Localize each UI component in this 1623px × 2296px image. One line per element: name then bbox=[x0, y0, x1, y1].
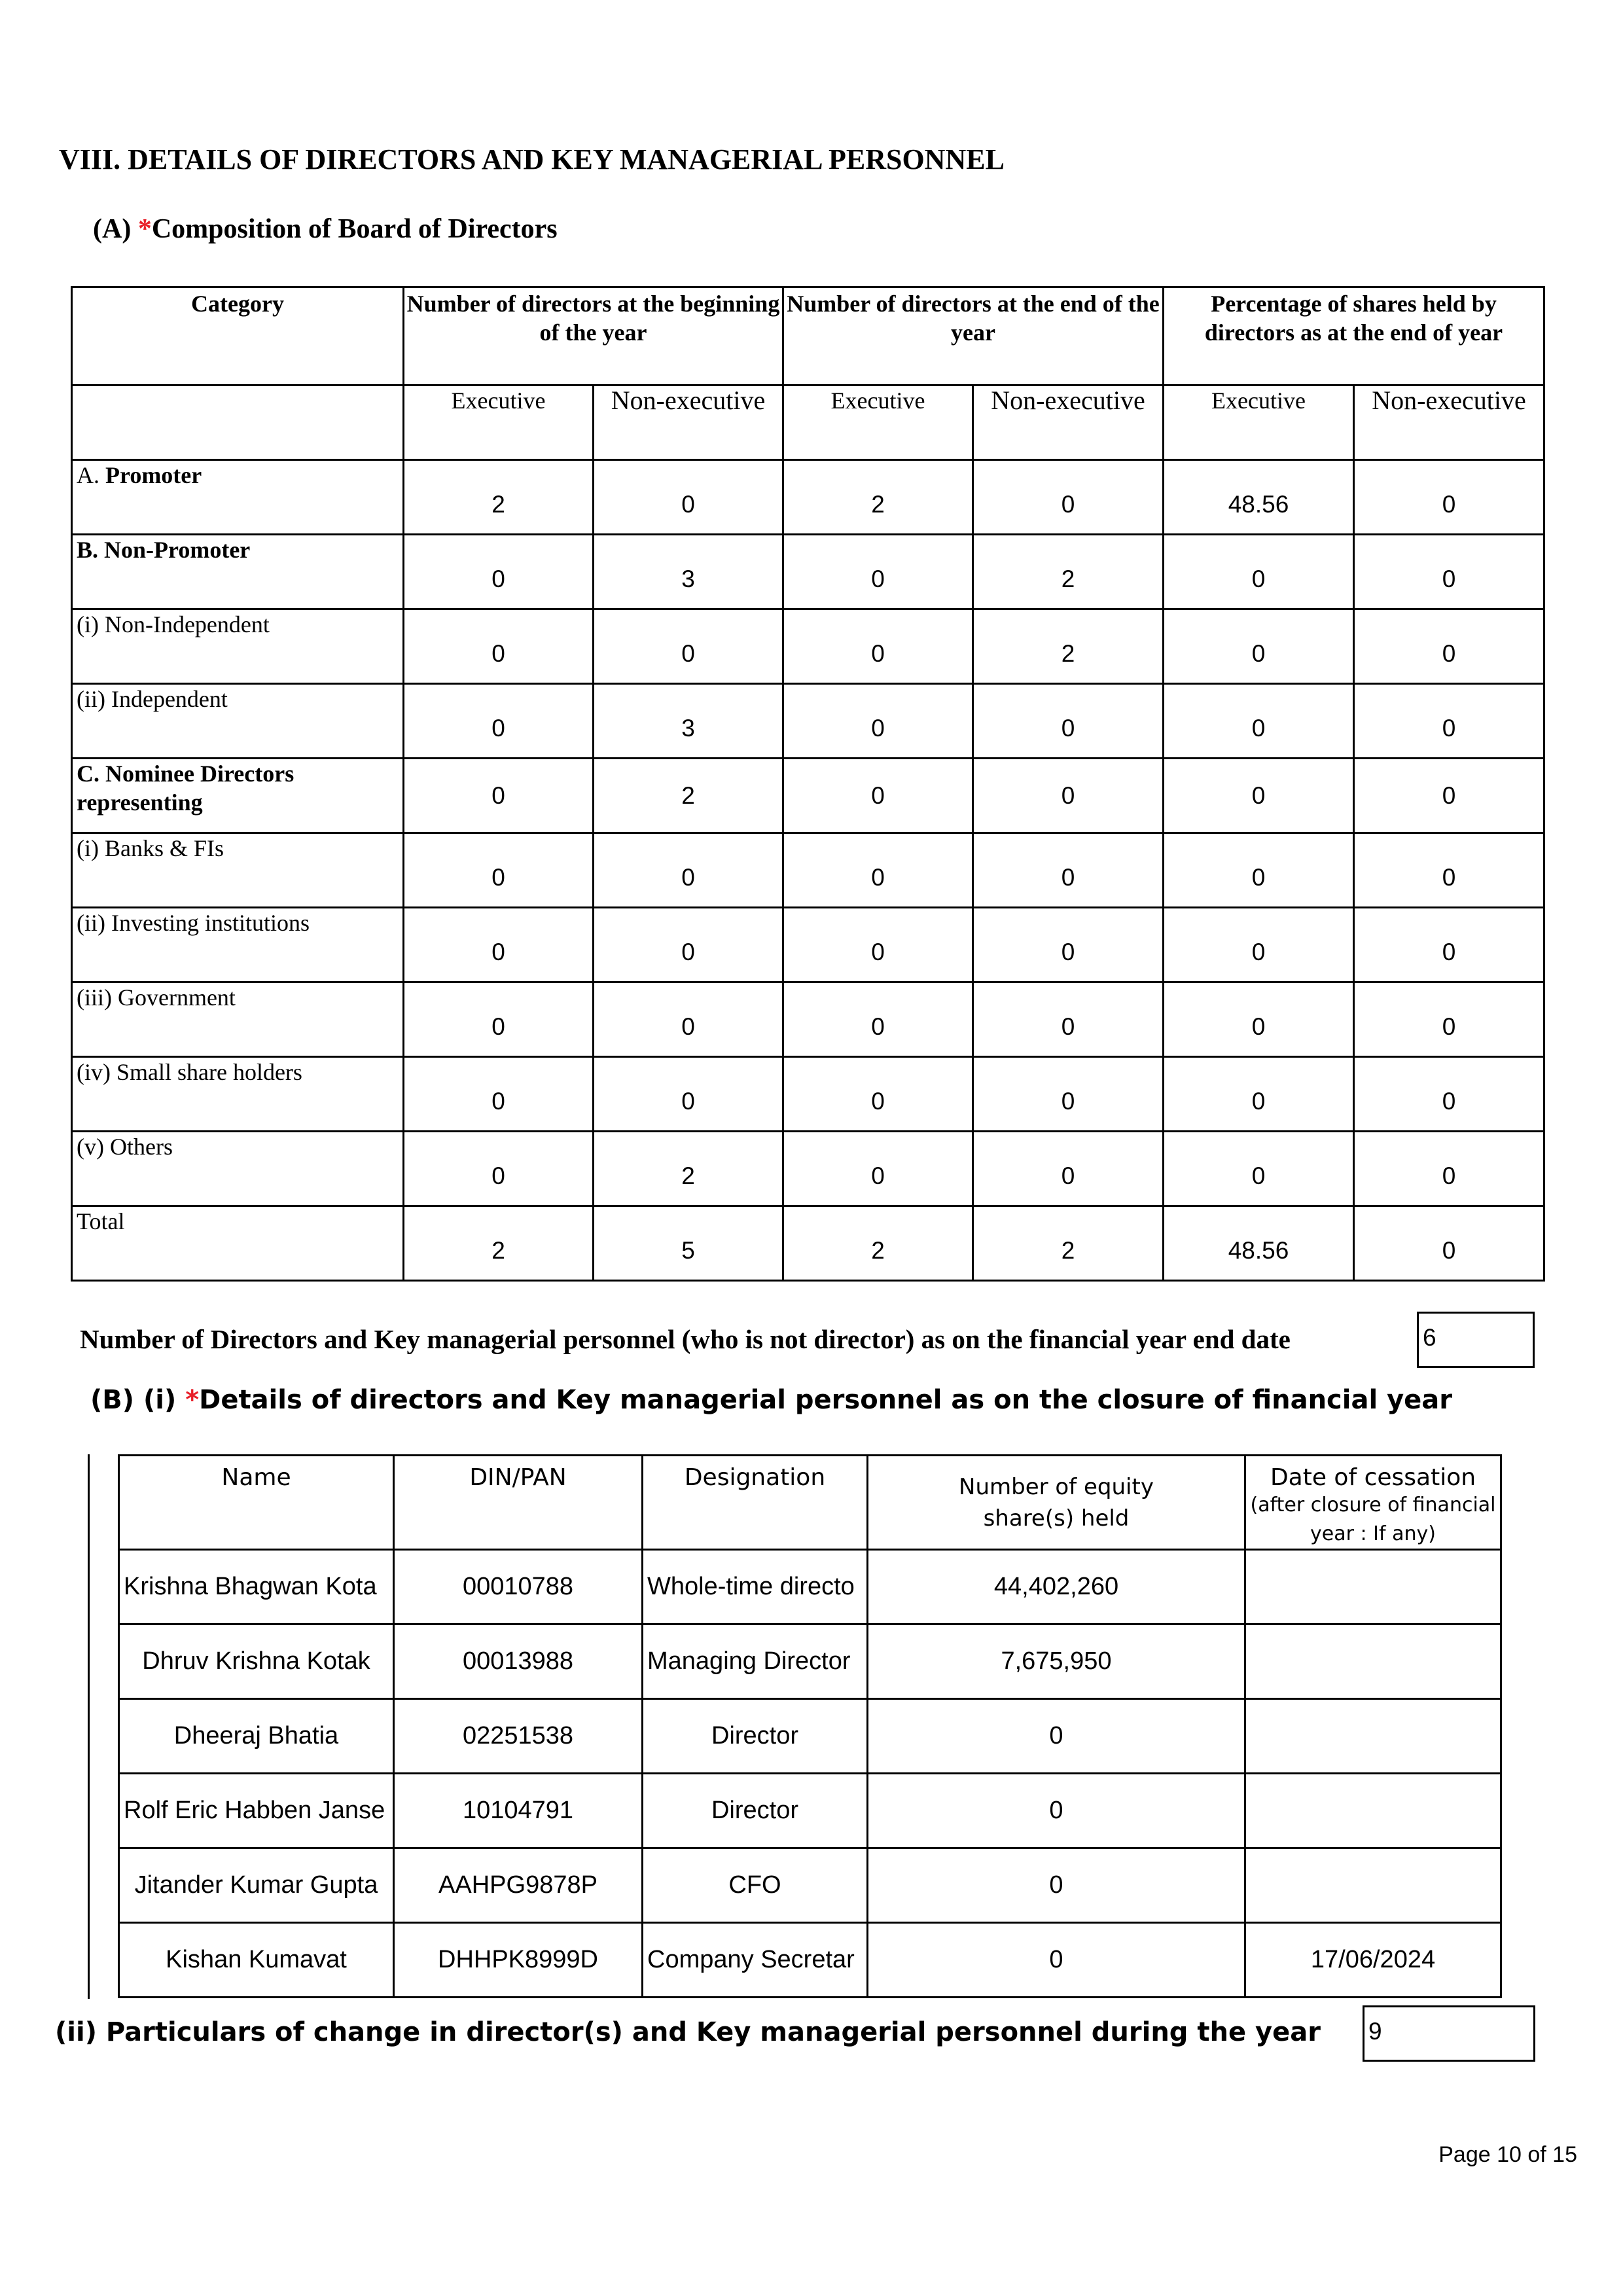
header-beginning: Number of directors at the beginning of the year bbox=[404, 287, 783, 386]
row-label: (ii) Independent bbox=[72, 684, 404, 759]
cell-value: 0 bbox=[1164, 535, 1354, 609]
cell-value: 48.56 bbox=[1164, 1206, 1354, 1281]
cell-value: 0 bbox=[783, 759, 973, 833]
table-row bbox=[72, 609, 1544, 684]
cell-value: 0 bbox=[783, 982, 973, 1057]
cell-value: 0 bbox=[783, 908, 973, 982]
cell-value: 0 bbox=[594, 609, 783, 684]
kmp-designation[interactable]: Company Secretar bbox=[643, 1923, 868, 1998]
subheader-non-executive: Non-executive bbox=[1354, 386, 1544, 460]
subheader-executive: Executive bbox=[783, 386, 973, 460]
header-cessation-title: Date of cessation bbox=[1270, 1464, 1476, 1491]
subheader-empty bbox=[72, 386, 404, 460]
kmp-shares[interactable]: 0 bbox=[868, 1923, 1245, 1998]
header-end: Number of directors at the end of the year bbox=[783, 287, 1164, 386]
cell-value: 2 bbox=[973, 535, 1164, 609]
kmp-designation[interactable]: Director bbox=[643, 1699, 868, 1774]
cell-value: 0 bbox=[783, 1057, 973, 1132]
header-designation: Designation bbox=[643, 1456, 868, 1550]
table-row bbox=[72, 908, 1544, 982]
subheader-non-executive: Non-executive bbox=[594, 386, 783, 460]
header-equity-line2: share(s) held bbox=[983, 1505, 1130, 1532]
row-label: C. Nominee Directors representing bbox=[72, 759, 404, 833]
cell-value: 0 bbox=[594, 982, 783, 1057]
kmp-cessation[interactable] bbox=[1245, 1550, 1501, 1624]
header-equity-line1: Number of equity bbox=[959, 1473, 1154, 1500]
cell-value: 0 bbox=[404, 609, 594, 684]
kmp-shares[interactable]: 7,675,950 bbox=[868, 1624, 1245, 1699]
part-a-heading bbox=[93, 213, 558, 245]
directors-count-label: Number of Directors and Key managerial personnel (who is not director) as on the financial year end date bbox=[80, 1324, 1291, 1354]
row-label: (ii) Investing institutions bbox=[72, 908, 404, 982]
table-row bbox=[72, 684, 1544, 759]
kmp-cessation[interactable] bbox=[1245, 1848, 1501, 1923]
cell-value: 0 bbox=[1354, 684, 1544, 759]
cell-value: 2 bbox=[973, 609, 1164, 684]
kmp-shares[interactable]: 44,402,260 bbox=[868, 1550, 1245, 1624]
cell-value: 0 bbox=[404, 1132, 594, 1206]
header-cessation bbox=[1245, 1456, 1501, 1550]
cell-value: 0 bbox=[783, 609, 973, 684]
header-equity-shares bbox=[868, 1456, 1245, 1550]
cell-value: 2 bbox=[594, 1132, 783, 1206]
header-cessation-note1: (after closure of financial bbox=[1250, 1494, 1496, 1516]
cell-value: 0 bbox=[404, 908, 594, 982]
kmp-header-row bbox=[119, 1456, 1501, 1550]
row-label: (i) Non-Independent bbox=[72, 609, 404, 684]
cell-value: 0 bbox=[1164, 982, 1354, 1057]
cell-value: 3 bbox=[594, 684, 783, 759]
row-label-prefix: A. bbox=[77, 462, 105, 488]
kmp-table bbox=[118, 1454, 1502, 1998]
cell-value: 0 bbox=[594, 833, 783, 908]
cell-value: 2 bbox=[404, 460, 594, 535]
part-a-prefix: (A) bbox=[93, 214, 138, 244]
header-category: Category bbox=[72, 287, 404, 386]
cell-value: 0 bbox=[594, 908, 783, 982]
kmp-cessation[interactable] bbox=[1245, 1699, 1501, 1774]
kmp-name[interactable]: Rolf Eric Habben Janse bbox=[119, 1774, 394, 1848]
cell-value: 0 bbox=[404, 1057, 594, 1132]
table-row-total bbox=[72, 1206, 1544, 1281]
kmp-name[interactable]: Jitander Kumar Gupta bbox=[119, 1848, 394, 1923]
kmp-shares[interactable]: 0 bbox=[868, 1699, 1245, 1774]
kmp-din-pan[interactable]: AAHPG9878P bbox=[394, 1848, 643, 1923]
cell-value: 0 bbox=[973, 1132, 1164, 1206]
cell-value: 0 bbox=[1354, 759, 1544, 833]
table-row bbox=[72, 460, 1544, 535]
cell-value: 0 bbox=[1354, 1206, 1544, 1281]
kmp-cessation[interactable] bbox=[1245, 1624, 1501, 1699]
kmp-shares[interactable]: 0 bbox=[868, 1774, 1245, 1848]
cell-value: 0 bbox=[973, 684, 1164, 759]
table-row bbox=[72, 833, 1544, 908]
cell-value: 5 bbox=[594, 1206, 783, 1281]
cell-value: 0 bbox=[404, 759, 594, 833]
table-row bbox=[72, 982, 1544, 1057]
kmp-designation[interactable]: Managing Director bbox=[643, 1624, 868, 1699]
directors-count-field[interactable]: 6 bbox=[1417, 1312, 1535, 1368]
kmp-designation[interactable]: CFO bbox=[643, 1848, 868, 1923]
kmp-name[interactable]: Dheeraj Bhatia bbox=[119, 1699, 394, 1774]
cell-value: 0 bbox=[783, 833, 973, 908]
cell-value: 48.56 bbox=[1164, 460, 1354, 535]
cell-value: 0 bbox=[1164, 1057, 1354, 1132]
subheader-executive: Executive bbox=[1164, 386, 1354, 460]
kmp-row bbox=[119, 1923, 1501, 1998]
table-row bbox=[72, 759, 1544, 833]
cell-value: 0 bbox=[404, 833, 594, 908]
cell-value: 3 bbox=[594, 535, 783, 609]
kmp-row bbox=[119, 1848, 1501, 1923]
kmp-shares[interactable]: 0 bbox=[868, 1848, 1245, 1923]
cell-value: 0 bbox=[404, 535, 594, 609]
page-number: Page 10 of 15 bbox=[1438, 2142, 1577, 2167]
kmp-designation[interactable]: Whole-time directo bbox=[643, 1550, 868, 1624]
cell-value: 0 bbox=[783, 535, 973, 609]
kmp-row bbox=[119, 1774, 1501, 1848]
cell-value: 0 bbox=[973, 1057, 1164, 1132]
cell-value: 0 bbox=[1164, 684, 1354, 759]
table-row bbox=[72, 535, 1544, 609]
subheader-non-executive: Non-executive bbox=[973, 386, 1164, 460]
kmp-din-pan[interactable]: 10104791 bbox=[394, 1774, 643, 1848]
kmp-name[interactable]: Dhruv Krishna Kotak bbox=[119, 1624, 394, 1699]
required-asterisk: * bbox=[137, 214, 152, 244]
header-percentage: Percentage of shares held by directors as at the end of year bbox=[1164, 287, 1544, 386]
cell-value: 0 bbox=[783, 1132, 973, 1206]
kmp-row bbox=[119, 1550, 1501, 1624]
part-b-heading bbox=[90, 1385, 1452, 1415]
kmp-din-pan[interactable]: 02251538 bbox=[394, 1699, 643, 1774]
row-label: (v) Others bbox=[72, 1132, 404, 1206]
cell-value: 0 bbox=[1354, 609, 1544, 684]
kmp-designation[interactable]: Director bbox=[643, 1774, 868, 1848]
kmp-name[interactable]: Krishna Bhagwan Kota bbox=[119, 1550, 394, 1624]
cell-value: 0 bbox=[973, 908, 1164, 982]
section-title: VIII. DETAILS OF DIRECTORS AND KEY MANAGERIAL PERSONNEL bbox=[59, 143, 1005, 175]
header-name: Name bbox=[119, 1456, 394, 1550]
cell-value: 0 bbox=[973, 460, 1164, 535]
part-a-title: Composition of Board of Directors bbox=[151, 214, 558, 244]
cell-value: 0 bbox=[1164, 1132, 1354, 1206]
kmp-cessation[interactable]: 17/06/2024 bbox=[1245, 1923, 1501, 1998]
row-label: Total bbox=[72, 1206, 404, 1281]
cell-value: 0 bbox=[1164, 609, 1354, 684]
changes-count-field[interactable]: 9 bbox=[1363, 2005, 1535, 2062]
kmp-row bbox=[119, 1624, 1501, 1699]
row-label-text: Promoter bbox=[105, 462, 202, 488]
kmp-din-pan[interactable]: DHHPK8999D bbox=[394, 1923, 643, 1998]
kmp-din-pan[interactable]: 00010788 bbox=[394, 1550, 643, 1624]
cell-value: 0 bbox=[1164, 759, 1354, 833]
cell-value: 2 bbox=[783, 1206, 973, 1281]
cell-value: 2 bbox=[973, 1206, 1164, 1281]
kmp-din-pan[interactable]: 00013988 bbox=[394, 1624, 643, 1699]
header-cessation-note2: year : If any) bbox=[1310, 1522, 1436, 1545]
cell-value: 2 bbox=[594, 759, 783, 833]
table-subheader-row bbox=[72, 386, 1544, 460]
row-label: (i) Banks & FIs bbox=[72, 833, 404, 908]
kmp-row bbox=[119, 1699, 1501, 1774]
cell-value: 0 bbox=[1354, 1057, 1544, 1132]
subheader-executive: Executive bbox=[404, 386, 594, 460]
row-label: (iv) Small share holders bbox=[72, 1057, 404, 1132]
cell-value: 0 bbox=[1354, 1132, 1544, 1206]
cell-value: 2 bbox=[404, 1206, 594, 1281]
table-header-row bbox=[72, 287, 1544, 386]
kmp-name[interactable]: Kishan Kumavat bbox=[119, 1923, 394, 1998]
cell-value: 0 bbox=[1354, 535, 1544, 609]
kmp-cessation[interactable] bbox=[1245, 1774, 1501, 1848]
cell-value: 0 bbox=[1354, 833, 1544, 908]
cell-value: 0 bbox=[1354, 908, 1544, 982]
table-row bbox=[72, 1057, 1544, 1132]
cell-value: 0 bbox=[1354, 982, 1544, 1057]
part-b-title: Details of directors and Key managerial personnel as on the closure of financial year bbox=[199, 1385, 1453, 1415]
required-asterisk: * bbox=[185, 1385, 200, 1415]
part-b-ii-label: (ii) Particulars of change in director(s) and Key managerial personnel during the year bbox=[55, 2017, 1321, 2047]
cell-value: 0 bbox=[973, 833, 1164, 908]
cell-value: 2 bbox=[783, 460, 973, 535]
cell-value: 0 bbox=[1164, 833, 1354, 908]
cell-value: 0 bbox=[404, 982, 594, 1057]
cell-value: 0 bbox=[973, 982, 1164, 1057]
cell-value: 0 bbox=[783, 684, 973, 759]
cell-value: 0 bbox=[973, 759, 1164, 833]
table-row bbox=[72, 1132, 1544, 1206]
cell-value: 0 bbox=[1354, 460, 1544, 535]
cell-value: 0 bbox=[594, 1057, 783, 1132]
cell-value: 0 bbox=[594, 460, 783, 535]
part-b-prefix: (B) (i) bbox=[90, 1385, 186, 1415]
row-label: (iii) Government bbox=[72, 982, 404, 1057]
row-label bbox=[72, 460, 404, 535]
board-composition-table bbox=[71, 286, 1545, 1282]
cell-value: 0 bbox=[404, 684, 594, 759]
cell-value: 0 bbox=[1164, 908, 1354, 982]
row-label: B. Non-Promoter bbox=[72, 535, 404, 609]
header-din-pan: DIN/PAN bbox=[394, 1456, 643, 1550]
